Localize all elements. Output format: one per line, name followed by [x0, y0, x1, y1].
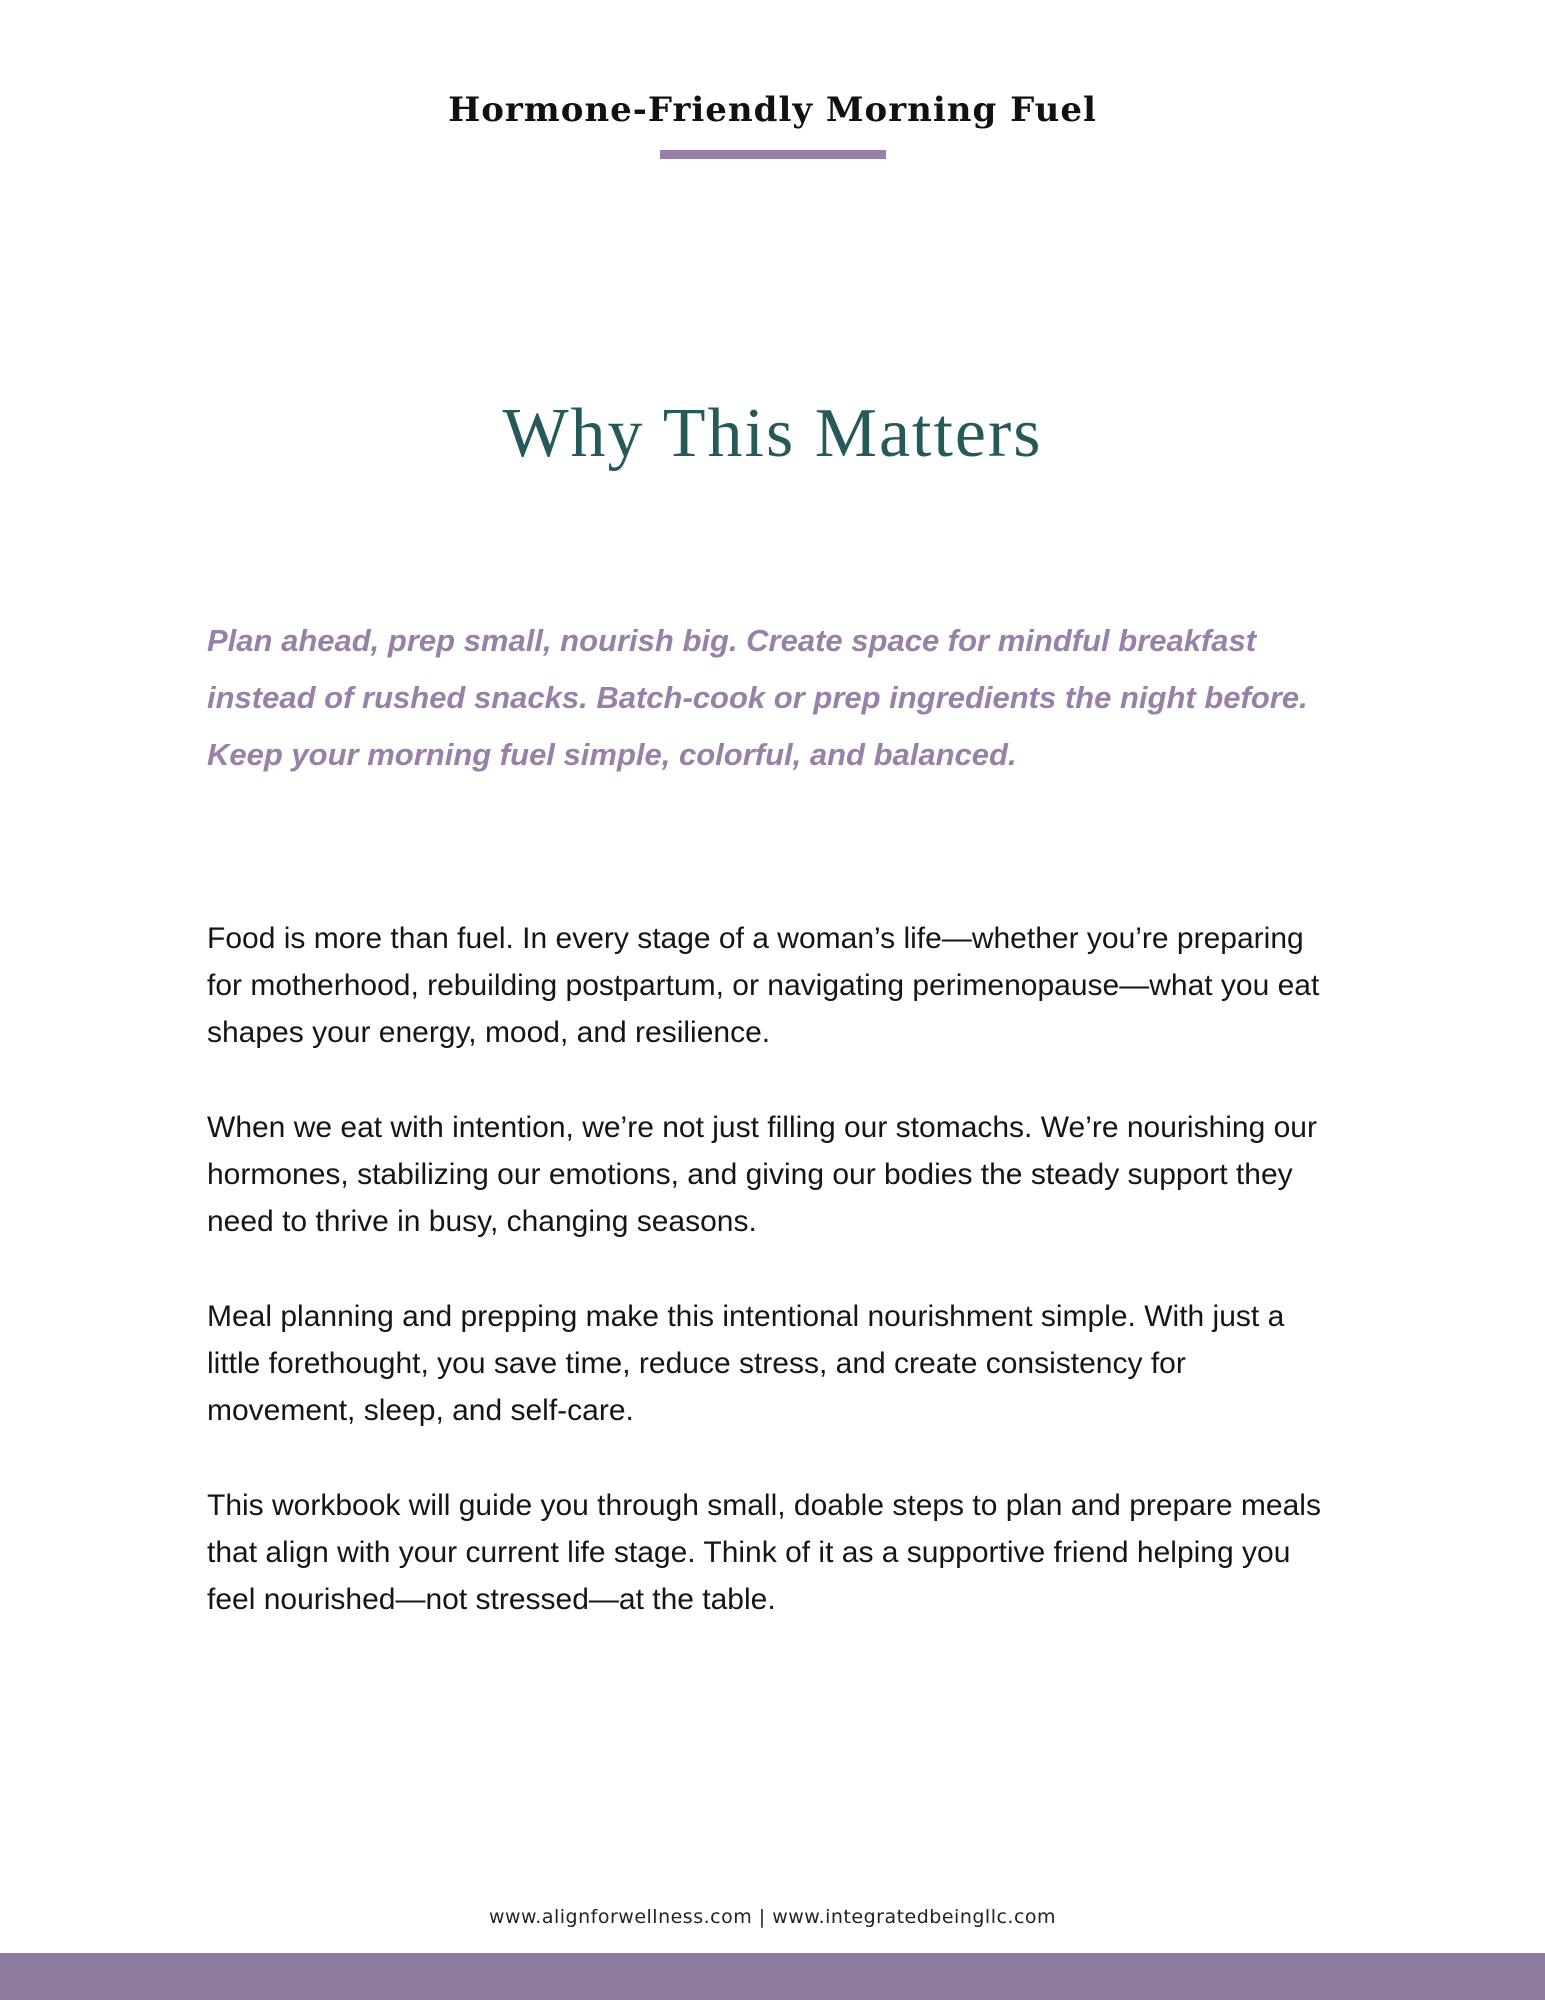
title-underline	[660, 150, 886, 159]
footer-bar	[0, 1953, 1545, 2000]
section-heading: Why This Matters	[502, 395, 1043, 472]
callout-text: Plan ahead, prep small, nourish big. Create space for mindful breakfast instead of rushed snacks. Batch-cook or prep ingredients the night before. Keep your morning fuel simple, colorful, and balanced.	[207, 623, 1308, 772]
document-header	[0, 88, 1545, 159]
body-paragraph: When we eat with intention, we’re not just filling our stomachs. We’re nourishing our hormones, stabilizing our emotions, and giving our bodies the steady support they need to thrive in busy, changing seasons.	[207, 1111, 1317, 1238]
body-paragraph: This workbook will guide you through small, doable steps to plan and prepare meals that align with your current life stage. Think of it as a supportive friend helping you feel nourished—not stressed—at the table.	[207, 1489, 1321, 1616]
body-paragraph: Meal planning and prepping make this intentional nourishment simple. With just a little forethought, you save time, reduce stress, and create consistency for movement, sleep, and self-care.	[207, 1300, 1285, 1427]
body-paragraph: Food is more than fuel. In every stage of a woman’s life—whether you’re preparing for motherhood, rebuilding postpartum, or navigating perimenopause—what you eat shapes your energy, mood, and resilience.	[207, 922, 1320, 1049]
footer-links: www.alignforwellness.com | www.integratedbeingllc.com	[488, 1906, 1057, 1928]
document-title: Hormone-Friendly Morning Fuel	[448, 90, 1097, 130]
body-text	[207, 915, 1337, 1671]
